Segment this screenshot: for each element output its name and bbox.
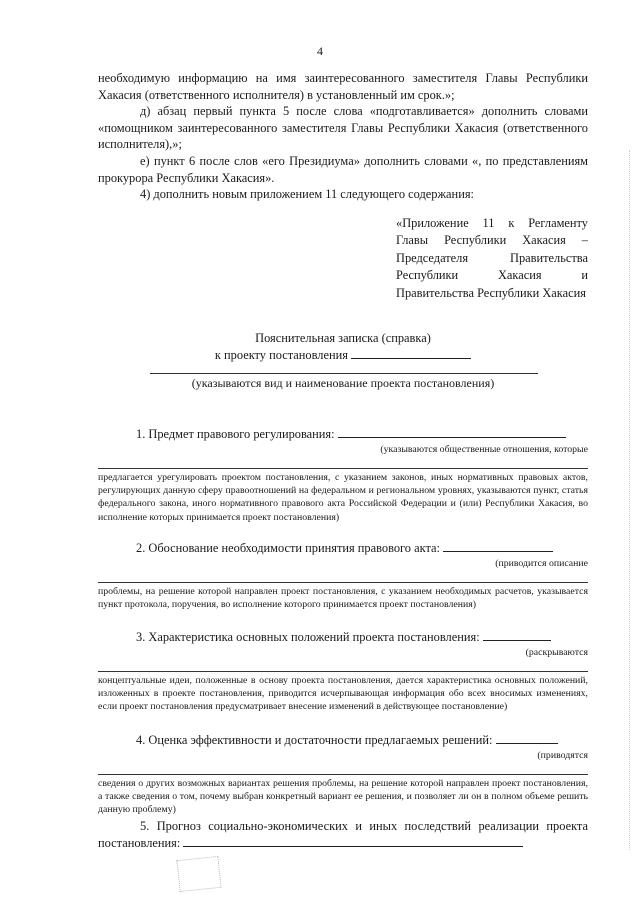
section-3-body: концептуальные идеи, положенные в основу проекта постановления, дается характеристика основных положений, изложенных в проекте постановления, приводится исчерпывающая информация обо всех вносимых изменениях, если проект постановления предусматривает внесение изменений в действующее постановление) [98,675,588,713]
section-1-hint: (указываются общественные отношения, которые [380,444,588,455]
page-number: 4 [317,44,323,58]
paragraph-e: е) пункт 6 после слов «его Президиума» дополнить словами «, по представлениям прокурора Республики Хакасия». [98,154,588,185]
paragraph-d: д) абзац первый пункта 5 после слова «подготавливается» дополнить словами «помощником заинтересованного заместителя Главы Республики Хакасия (ответственного исполнителя),»; [98,104,588,152]
section-4-field [496,732,558,744]
section-2-field [443,540,553,552]
section-4-hint: (приводятся [537,750,588,761]
section-3-line [98,671,588,672]
section-1-line [98,468,588,469]
section-3-heading-text: 3. Характеристика основных положений проекта постановления: [136,630,480,644]
appendix-heading: «Приложение 11 к Регламенту Главы Республики Хакасия – Председателя Правительства Республики Хакасия и Правительства Республики Хакасия [396,216,588,300]
section-2-body: проблемы, на решение которой направлен проект постановления, с указанием необходимых расчетов, указывается пункт протокола, поручения, во исполнение которого принимается проект постановления) [98,586,588,611]
section-2-hint: (приводится описание [495,558,588,569]
note-project-line [98,347,588,364]
note-hint: (указываются вид и наименование проекта постановления) [191,376,495,390]
section-2-line [98,582,588,583]
section-4-heading-text: 4. Оценка эффективности и достаточности предлагаемых решений: [136,733,493,747]
scan-edge [629,150,630,850]
section-1-heading-text: 1. Предмет правового регулирования: [136,427,335,441]
section-1-heading [136,426,566,442]
section-4-heading [136,732,558,748]
section-4-line [98,774,588,775]
paragraph-4: 4) дополнить новым приложением 11 следующего содержания: [140,187,474,201]
note-title: Пояснительная записка (справка) [255,331,431,345]
section-1-field [338,426,566,438]
section-3-heading [136,629,551,645]
paragraph-continuation: необходимую информацию на имя заинтересованного заместителя Главы Республики Хакасия (ответственного исполнителя) в установленный им срок.»; [98,71,588,102]
project-name-field [351,347,471,359]
section-5-field [183,835,523,847]
section-2-heading [136,540,553,556]
note-to-project: к проекту постановления [214,348,348,362]
scan-mark [176,856,221,892]
section-5-heading [98,818,588,851]
section-3-hint: (раскрываются [525,647,588,658]
section-4-body: сведения о других возможных вариантах решения проблемы, на решение которой направлен проект постановления, а также сведения о том, почему выбран конкретный вариант ее решения, и позволяет ли он в полном объеме решить данную проблему) [98,778,588,816]
project-type-line [150,373,538,374]
section-2-heading-text: 2. Обоснование необходимости принятия правового акта: [136,541,440,555]
section-3-field [483,629,551,641]
section-1-body: предлагается урегулировать проектом постановления, с указанием законов, иных нормативных правовых актов, регулирующих данную сферу правоотношений на федеральном и региональном уровнях, указываются пункт, статья федерального закона, иного нормативного правового акта Российской Федерации и (или) Республики Хакасия, во исполнение которых принимается проект постановления) [98,472,588,523]
section-5-heading-text: 5. Прогноз социально-экономических и иных последствий реализации проекта постановления: [98,819,588,850]
